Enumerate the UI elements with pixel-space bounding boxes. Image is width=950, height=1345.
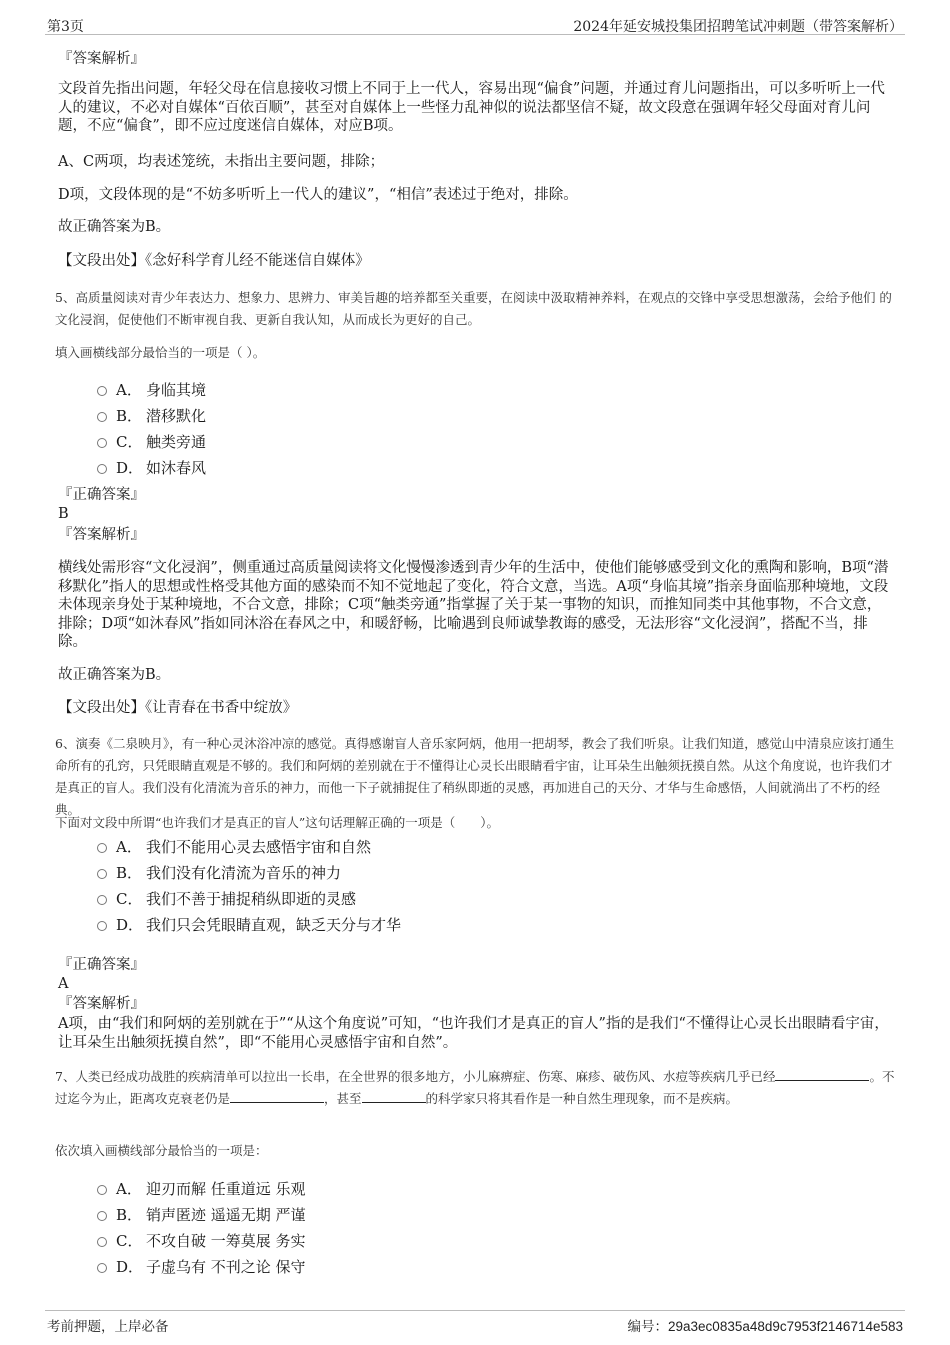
q7-option-a[interactable]: A． 迎刃而解 任重道远 乐观 [97,1178,306,1199]
q5-prompt: 填入画横线部分最恰当的一项是（ ）。 [55,345,266,360]
answer-blank [775,1068,869,1081]
radio-button-icon[interactable] [97,464,107,474]
radio-button-icon[interactable] [97,1237,107,1247]
q5-option-c[interactable]: C． 触类旁通 [97,431,206,452]
q4-analysis-text: 文段首先指出问题，年轻父母在信息接收习惯上不同于上一代人，容易出现“偏食”问题，并通过育儿问题指出，可以多听听上一代人的建议，不必对自媒体“百依百顺”，甚至对自媒体上一些怪力乱神似的说法都坚信不疑，故文段意在强调年轻父母面对育儿问题，不应“偏食”，即不应过度迷信自媒体，对应B项。 [58,81,885,134]
q6-analysis-text: A项，由“我们和阿炳的差别就在于”“从这个角度说”可知，“也许我们才是真正的盲人”指的是我们“不懂得让心灵长出眼睛看宇宙，让耳朵生出触须抚摸自然”，即“不能用心灵感悟宇宙和自然”。 [58,1016,889,1051]
q5-stem: 5、高质量阅读对青少年表达力、想象力、思辨力、审美旨趣的培养都至关重要，在阅读中汲取精神养料，在观点的交锋中享受思想激荡，会给予他们 的文化浸润，促使他们不断审视自我、更新自我认知，从而成长为更好的自己。 [55,290,892,327]
header-divider [45,34,905,35]
q6-option-d[interactable]: D． 我们只会凭眼睛直观，缺乏天分与才华 [97,914,401,935]
page-number: 第3页 [47,19,84,35]
document-title: 2024年延安城投集团招聘笔试冲刺题（带答案解析） [573,19,903,35]
radio-button-icon[interactable] [97,895,107,905]
q5-source: 【文段出处】《让青春在书香中绽放》 [58,700,298,716]
q7-stem: 7、人类已经成功战胜的疾病清单可以拉出一长串，在全世界的很多地方，小儿麻痹症、伤寒、麻疹、破伤风、水痘等疾病几乎已经 。不过迄今为止，距离攻克衰老仍是 ，甚至 的科学家只将其看作是一种自然生理现象，而不是疾病。 [55,1069,895,1106]
radio-button-icon[interactable] [97,1211,107,1221]
q5-analysis-label: 『答案解析』 [58,527,145,543]
q6-stem: 6、演奏《二泉映月》，有一种心灵沐浴冲凉的感觉。真得感谢盲人音乐家阿炳，他用一把胡琴，教会了我们听泉。让我们知道，感觉山中清泉应该打通生命所有的孔窍，只凭眼睛直观是不够的。我们和阿炳的差别就在于不懂得让心灵长出眼睛看宇宙，让耳朵生出触须抚摸自然。从这个角度说，也许我们才是真正的盲人。我们没有化清流为音乐的神力，而他一下子就捕捉住了稍纵即逝的灵感，再加进自己的天分、才华与生命感悟，人间就淌出了不朽的经典。 [55,736,895,817]
q4-line-ac: A、C两项，均表述笼统，未指出主要问题，排除； [58,154,385,170]
q5-correct-value: B [58,506,69,522]
q6-prompt: 下面对文段中所谓“也许我们才是真正的盲人”这句话理解正确的一项是（ ）。 [55,815,500,830]
q4-line-d: D项，文段体现的是“不妨多听听上一代人的建议”，“相信”表述过于绝对，排除。 [58,187,578,203]
radio-button-icon[interactable] [97,1263,107,1273]
q4-conclusion: 故正确答案为B。 [58,219,171,235]
radio-button-icon[interactable] [97,438,107,448]
q7-option-c[interactable]: C． 不攻自破 一筹莫展 务实 [97,1230,306,1251]
footer-code: 编号：29a3ec0835a48d9c7953f2146714e583 [627,1319,903,1335]
q5-correct-label: 『正确答案』 [58,487,145,503]
q5-option-b[interactable]: B． 潜移默化 [97,405,206,426]
radio-button-icon[interactable] [97,869,107,879]
q6-correct-value: A [58,976,69,992]
q6-correct-label: 『正确答案』 [58,957,145,973]
q5-option-a[interactable]: A． 身临其境 [97,379,206,400]
q6-option-c[interactable]: C． 我们不善于捕捉稍纵即逝的灵感 [97,888,356,909]
radio-button-icon[interactable] [97,843,107,853]
footer-slogan: 考前押题，上岸必备 [47,1319,169,1335]
q7-prompt: 依次填入画横线部分最恰当的一项是： [55,1143,268,1158]
q5-analysis-text: 横线处需形容“文化浸润”，侧重通过高质量阅读将文化慢慢渗透到青少年的生活中，使他们能够感受到文化的熏陶和影响，B项“潜移默化”指人的思想或性格受其他方面的感染而不知不觉地起了变化，符合文意，当选。A项“身临其境”指亲身面临那种境地，文段未体现亲身处于某种境地，不合文意，排除；C项“触类旁通”指掌握了关于某一事物的知识，而推知同类中其他事物，不合文意，排除；D项“如沐春风”指如同沐浴在春风之中，和暖舒畅，比喻遇到良师诚挚教诲的感受，无法形容“文化浸润”，搭配不当，排除。 [58,560,889,650]
answer-blank [230,1090,324,1103]
q5-option-d[interactable]: D． 如沐春风 [97,457,206,478]
radio-button-icon[interactable] [97,412,107,422]
q6-option-b[interactable]: B． 我们没有化清流为音乐的神力 [97,862,341,883]
footer-divider [45,1310,905,1311]
q4-source: 【文段出处】《念好科学育儿经不能迷信自媒体》 [58,253,370,269]
q4-analysis-label: 『答案解析』 [58,51,145,67]
q6-option-a[interactable]: A． 我们不能用心灵去感悟宇宙和自然 [97,836,371,857]
q5-conclusion: 故正确答案为B。 [58,667,171,683]
radio-button-icon[interactable] [97,921,107,931]
q6-analysis-label: 『答案解析』 [58,996,145,1012]
answer-blank [362,1090,426,1103]
q7-option-b[interactable]: B． 销声匿迹 遥遥无期 严谨 [97,1204,306,1225]
q7-option-d[interactable]: D． 子虚乌有 不刊之论 保守 [97,1256,306,1277]
radio-button-icon[interactable] [97,1185,107,1195]
radio-button-icon[interactable] [97,386,107,396]
